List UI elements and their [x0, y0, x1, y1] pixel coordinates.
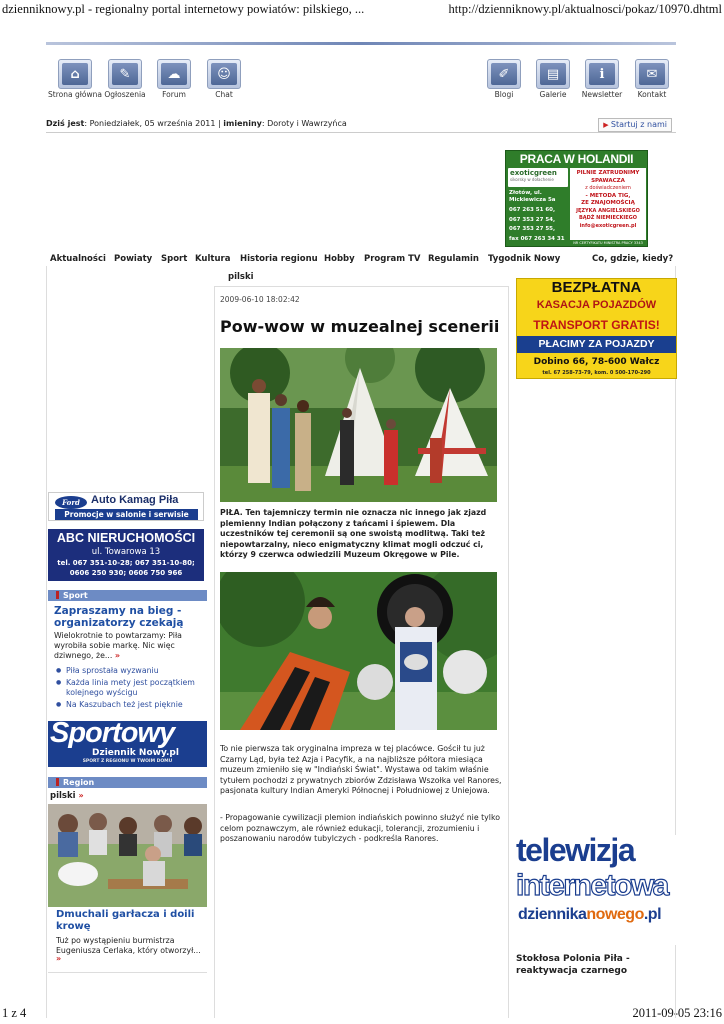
- menu-program-tv[interactable]: Program TV: [364, 254, 421, 264]
- menu-aktualnosci[interactable]: Aktualności: [50, 254, 106, 264]
- ad-telewizja-internetowa[interactable]: [516, 835, 677, 945]
- menu-sport[interactable]: Sport: [161, 254, 188, 264]
- menu-hobby[interactable]: Hobby: [324, 254, 355, 264]
- sport-link-3[interactable]: ● Na Kaszubach też jest pięknie: [56, 700, 206, 710]
- ad-praca-holandii[interactable]: [505, 150, 648, 247]
- region-headline[interactable]: Dmuchali garłacza i doili krowę: [56, 909, 195, 932]
- ad-sportowy-tag: SPORT Z REGIONU W TWOIM DOMU: [82, 759, 173, 764]
- menu-co-gdzie-kiedy[interactable]: Co, gdzie, kiedy?: [592, 254, 674, 264]
- menu-powiaty[interactable]: Powiaty: [114, 254, 153, 264]
- ad-ford-name: Auto Kamag Piła: [91, 494, 179, 506]
- ad-praca-offer: PILNIE ZATRUDNIMY SPAWACZA z doświadczeniem - METODA TIG, ZE ZNAJOMOŚCIĄ JĘZYKA ANGIELSKIEGO BĄDŹ NIEMIECKIEGO info@exoticgreen.pl: [570, 168, 646, 240]
- ad-sportowy[interactable]: [48, 721, 207, 767]
- menu-historia-regionu[interactable]: Historia regionu: [240, 254, 318, 264]
- ad-praca-address: Złotów, ul. Mickiewicza 5a: [509, 190, 556, 203]
- sport-headline[interactable]: Zapraszamy na bieg - organizatorzy czekają: [54, 605, 184, 629]
- ad-kasacja-line2: KASACJA POJAZDÓW: [536, 299, 657, 311]
- contact-icon[interactable]: ✉: [635, 59, 669, 89]
- date-bar: [46, 117, 676, 133]
- ad-kasacja-pojazdow[interactable]: [516, 278, 677, 379]
- sport-teaser: Wielokrotnie to powtarzamy: Piła wyrobiła sobie markę. Nic więc dziwnego, że... »: [54, 631, 182, 660]
- ad-tv-line1: telewizja: [516, 835, 635, 868]
- ad-abc-phones-1: tel. 067 351-10-28; 067 351-10-80;: [57, 559, 195, 567]
- sport-link-2[interactable]: ● Każda linia mety jest początkiem kolejnego wyścigu: [56, 678, 206, 698]
- print-page-number: 1 z 4: [2, 1006, 27, 1020]
- article-photo-dancers: [220, 572, 497, 730]
- info-icon[interactable]: i: [585, 59, 619, 89]
- region-sub-pilski[interactable]: pilski »: [50, 791, 84, 801]
- article-body-paragraph-2: - Propagowanie cywilizacji plemion indiańskich powinno służyć nie tylko celom poznawczym, ale również edukacji, tolerancji, zrozumieniu i poszanowaniu narodów tubylczych - podkreśla Ranores.: [220, 813, 500, 843]
- region-more-arrow-icon[interactable]: »: [78, 791, 84, 800]
- region-photo[interactable]: [48, 804, 207, 907]
- home-icon[interactable]: ⌂: [58, 59, 92, 89]
- nav-gallery-label[interactable]: Galerie: [539, 90, 567, 99]
- exoticgreen-logo: exoticgreen sikorsky w dołachenie: [508, 168, 568, 187]
- region-teaser-more-arrow-icon[interactable]: »: [56, 954, 62, 963]
- article-section-label[interactable]: pilski: [228, 272, 254, 282]
- region-teaser: Tuż po wystąpieniu burmistrza Eugeniusza Cerlaka, który otworzył...: [56, 936, 201, 955]
- nav-announcements-label[interactable]: Ogłoszenia: [104, 90, 146, 99]
- nav-contact-label[interactable]: Kontakt: [637, 90, 667, 99]
- ad-praca-title: PRACA W HOLANDII: [519, 152, 634, 166]
- sport-link-1[interactable]: ● Piła sprostała wyzwaniu: [56, 666, 206, 676]
- article-lead: PIŁA. Ten tajemniczy termin nie oznacza nic innego jak zjazd plemienny Indian połączony z tańcami i śpiewem. Dla uczestników tej ceremonii są one swoistą modlitwą. Taki też niepowtarzalny, nieco enigmatyczny klimat mogli odczuć ci, którzy 9 czerwca odwiedzili Muzeum Okręgowe w Pile.: [220, 508, 487, 559]
- ad-abc-address: ul. Towarowa 13: [91, 547, 161, 557]
- nav-blog-label[interactable]: Blogi: [494, 90, 514, 99]
- menu-regulamin[interactable]: Regulamin: [428, 254, 479, 264]
- article-title: Pow-wow w muzealnej scenerii: [220, 317, 500, 336]
- print-page-url: http://dzienniknowy.pl/aktualnosci/pokaz/10970.dhtml: [448, 2, 722, 16]
- ad-kasacja-line4: PŁACIMY ZA POJAZDY: [517, 336, 676, 353]
- article-body-paragraph-1: To nie pierwsza tak oryginalna impreza w tej placówce. Gościł tu już Czarny Ląd, była też Azja i Pacyfik, a na najbliższe półtora miesiąca muzeum zmieniło się w "Indiański Świat". Wystawa od takim właśnie tytułem pochodzi z prywatnych zbiorów Zdzisława Wszołka vel Ranores, pasjonata kultury Indian Ameryki Północnej i Południowej z Uniejowa.: [220, 744, 502, 795]
- start-with-us-link[interactable]: ▶ Startuj z nami: [598, 118, 672, 132]
- sidebar-divider: [48, 972, 207, 973]
- ad-praca-cert: NR CERTYFIKATU MINISTRA PRACY 3343: [573, 241, 643, 245]
- sport-more-arrow-icon[interactable]: »: [114, 651, 120, 660]
- ad-abc-nieruchomosci[interactable]: [48, 529, 204, 581]
- gallery-icon[interactable]: ▤: [536, 59, 570, 89]
- today-label: Dziś jest: [46, 119, 85, 128]
- chat-icon[interactable]: ☺: [207, 59, 241, 89]
- top-divider: [46, 42, 676, 45]
- nav-home-label[interactable]: Strona główna: [48, 90, 102, 99]
- article-date: 2009-06-10 18:02:42: [220, 295, 300, 304]
- forum-icon[interactable]: ☁: [157, 59, 191, 89]
- region-section-header[interactable]: Region: [48, 777, 207, 788]
- menu-tygodnik-nowy[interactable]: Tygodnik Nowy: [488, 254, 561, 264]
- print-datetime: 2011-09-05 23:16: [632, 1006, 722, 1020]
- print-page-title: dzienniknowy.pl - regionalny portal internetowy powiatów: pilskiego, ...: [2, 2, 365, 16]
- date-separator: |: [215, 119, 224, 128]
- ad-sportowy-title: Sportowy: [50, 721, 175, 749]
- ad-kasacja-line1: BEZPŁATNA: [551, 279, 642, 296]
- ad-abc-phones-2: 0606 250 930; 0606 750 966: [69, 569, 183, 577]
- sport-section-header[interactable]: Sport: [48, 590, 207, 601]
- ad-praca-phones: 067 263 51 60, 067 353 27 54, 067 353 27 55, fax 067 263 34 31: [509, 207, 565, 242]
- today-value: : Poniedziałek, 05 września 2011: [84, 119, 216, 128]
- ad-sportowy-sub: Dziennik Nowy.pl: [92, 748, 179, 758]
- main-menu: [46, 252, 676, 266]
- ad-ford-auto-kamag[interactable]: [48, 492, 204, 521]
- ad-kasacja-line5: Dobino 66, 78-600 Wałcz: [533, 357, 660, 367]
- menu-kultura[interactable]: Kultura: [195, 254, 231, 264]
- ad-tv-line2: internetowa: [516, 869, 668, 902]
- ad-kasacja-line3: TRANSPORT GRATIS!: [533, 318, 660, 332]
- nav-forum-label[interactable]: Forum: [162, 90, 186, 99]
- ad-abc-title: ABC NIERUCHOMOŚCI: [56, 531, 196, 545]
- article-photo-tipis: [220, 348, 497, 502]
- name-day-label: imieniny: [223, 119, 262, 128]
- ad-kasacja-line6: tel. 67 258-73-79, kom. 0 500-170-290: [542, 370, 651, 376]
- right-teaser-title[interactable]: Stokłosa Polonia Piła - reaktywacja czarnego: [516, 954, 630, 976]
- nav-chat-label[interactable]: Chat: [215, 90, 233, 99]
- blog-icon[interactable]: ✐: [487, 59, 521, 89]
- sport-links-list: [56, 666, 206, 712]
- nav-newsletter-label[interactable]: Newsletter: [581, 90, 623, 99]
- announcements-icon[interactable]: ✎: [108, 59, 142, 89]
- ford-logo: Ford: [55, 496, 87, 509]
- name-day-value: : Doroty i Wawrzyńca: [261, 119, 347, 128]
- ad-tv-line3: dziennikanowego.pl: [518, 906, 662, 923]
- ad-ford-slogan: Promocje w salonie i serwisie: [55, 509, 198, 520]
